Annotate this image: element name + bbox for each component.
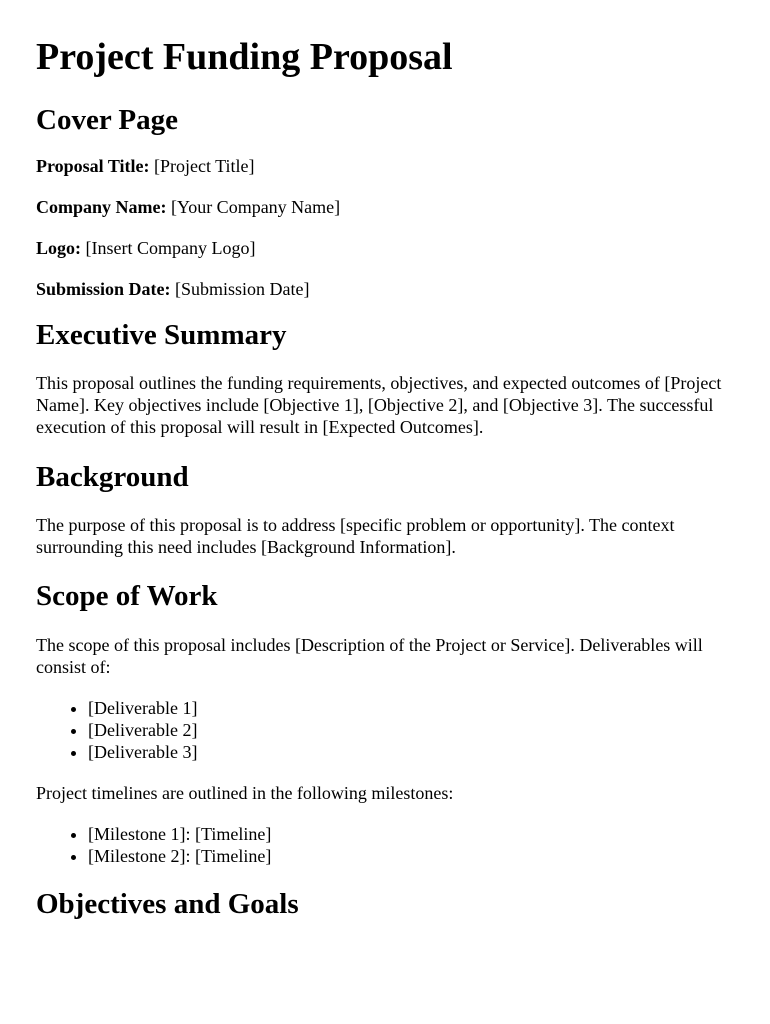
list-item: • [Milestone 1]: [Timeline] bbox=[88, 823, 734, 845]
field-value: [Project Title] bbox=[149, 156, 255, 176]
document-title: Project Funding Proposal bbox=[36, 36, 453, 78]
field-value: [Submission Date] bbox=[170, 279, 310, 299]
timeline-intro-text: Project timelines are outlined in the following milestones: bbox=[36, 783, 454, 803]
milestones-list bbox=[36, 823, 734, 867]
logo-field bbox=[36, 237, 734, 259]
executive-summary-heading: Executive Summary bbox=[36, 319, 287, 351]
background-text: The purpose of this proposal is to address [specific problem or opportunity]. The context surrounding this need includes [Background Information]. bbox=[36, 515, 675, 557]
scope-intro-text: The scope of this proposal includes [Description of the Project or Service]. Deliverables will consist of: bbox=[36, 635, 703, 677]
executive-summary-text: This proposal outlines the funding requirements, objectives, and expected outcomes of [Project Name]. Key objectives include [Objective 1], [Objective 2], and [Objective 3]. The successful execution of this proposal will result in [Expected Outcomes]. bbox=[36, 373, 722, 437]
proposal-title-field bbox=[36, 155, 734, 177]
field-value: [Your Company Name] bbox=[166, 197, 341, 217]
background-heading: Background bbox=[36, 461, 189, 493]
list-item: • [Deliverable 2] bbox=[88, 719, 734, 741]
list-item: • [Deliverable 1] bbox=[88, 697, 734, 719]
company-name-field bbox=[36, 196, 734, 218]
field-label: Proposal Title: bbox=[36, 156, 150, 176]
field-label: Company Name: bbox=[36, 197, 167, 217]
list-item: • [Deliverable 3] bbox=[88, 741, 734, 763]
objectives-heading: Objectives and Goals bbox=[36, 888, 299, 920]
field-label: Submission Date: bbox=[36, 279, 171, 299]
scope-of-work-heading: Scope of Work bbox=[36, 580, 218, 612]
cover-page-heading: Cover Page bbox=[36, 104, 178, 136]
field-value: [Insert Company Logo] bbox=[81, 238, 256, 258]
list-item: • [Milestone 2]: [Timeline] bbox=[88, 845, 734, 867]
submission-date-field bbox=[36, 278, 734, 300]
field-label: Logo: bbox=[36, 238, 81, 258]
deliverables-list bbox=[36, 697, 734, 763]
